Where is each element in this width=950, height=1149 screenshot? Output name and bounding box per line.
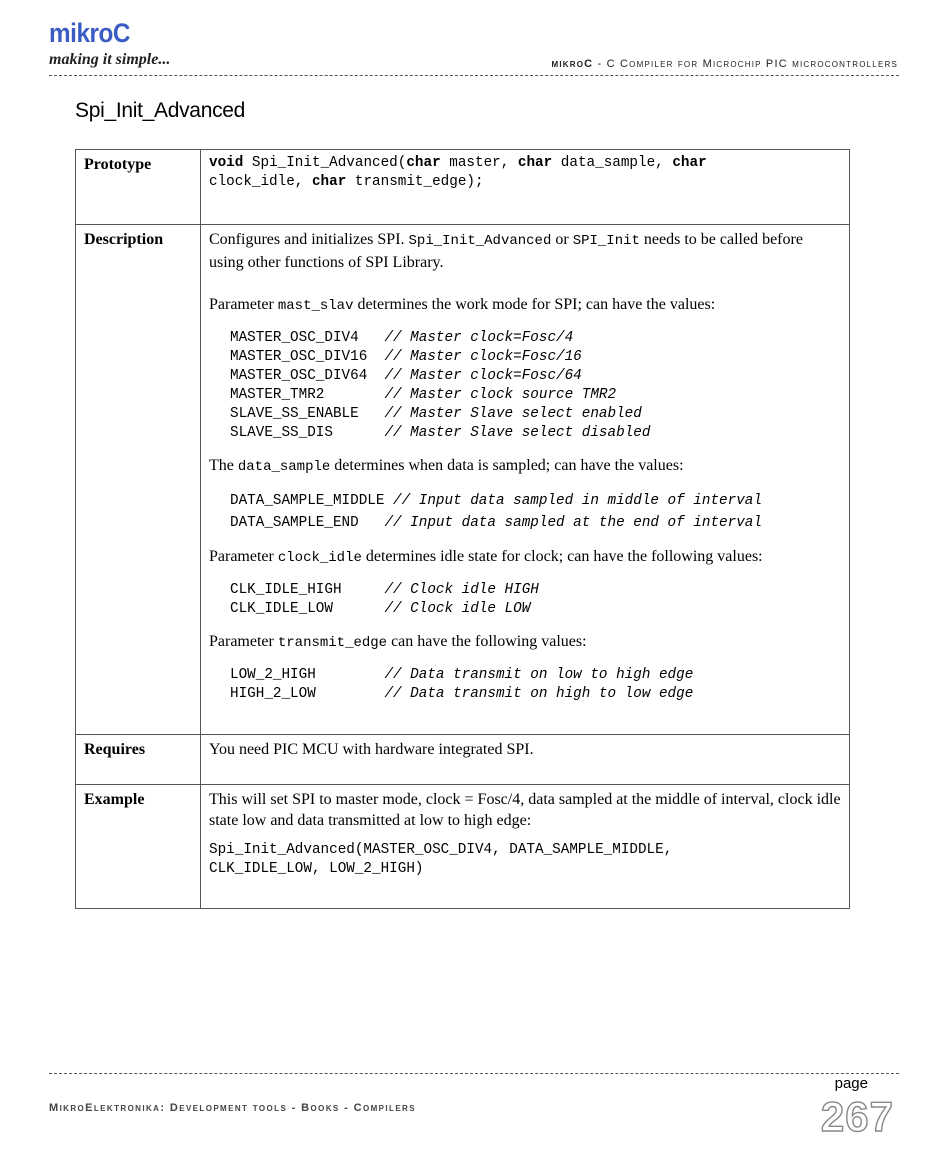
code-line [230,685,841,704]
text: Parameter [209,633,278,650]
comment: // Master clock=Fosc/4 [384,330,574,346]
constant: MASTER_OSC_DIV64 [230,368,385,384]
code-text: transmit_edge); [346,174,484,190]
keyword: char [672,155,707,171]
comment: // Input data sampled in middle of interval [393,493,762,509]
text: can have the following values: [387,633,587,650]
keyword: void [209,155,244,171]
function-reference-table [75,149,850,909]
prototype-row [76,150,850,225]
inline-code: Spi_Init_Advanced [408,233,552,249]
code-line [230,512,841,534]
comment: // Clock idle HIGH [384,582,539,598]
requires-row [76,735,850,785]
text: The [209,457,238,474]
description-label: Description [76,225,201,735]
constant: DATA_SAMPLE_MIDDLE [230,493,394,509]
code-text: clock_idle, [209,174,312,190]
requires-text: You need PIC MCU with hardware integrated SPI. [201,735,850,785]
page-number: 267 [820,1093,894,1140]
code-line [230,490,841,512]
code-line [230,329,841,348]
code-line [230,600,841,619]
text: or [551,231,573,248]
mikroc-logo: mikroC [49,18,131,48]
example-cell [201,785,850,909]
constant: SLAVE_SS_DIS [230,425,385,441]
comment: // Input data sampled at the end of interval [384,515,762,531]
comment: // Data transmit on low to high edge [384,667,694,683]
tagline: making it simple... [49,51,171,68]
clock-idle-param-text [209,546,841,569]
header-divider [49,75,899,76]
code-text: Spi_Init_Advanced( [243,155,407,171]
constant: MASTER_OSC_DIV4 [230,330,385,346]
requires-label: Requires [76,735,201,785]
description-intro [209,229,841,273]
code-line [230,348,841,367]
comment: // Master Slave select disabled [384,425,651,441]
section-title: Spi_Init_Advanced [75,99,246,122]
mode-values-list [209,329,841,443]
constant: CLK_IDLE_LOW [230,601,385,617]
mode-param-text [209,294,841,317]
code-line: Spi_Init_Advanced(MASTER_OSC_DIV4, DATA_SAMPLE_MIDDLE, [209,842,673,858]
code-line [230,405,841,424]
inline-code: mast_slav [277,298,354,314]
code-text: master, [440,155,518,171]
constant: HIGH_2_LOW [230,686,385,702]
code-text: data_sample, [552,155,673,171]
constant: MASTER_TMR2 [230,387,385,403]
text: Configures and initializes SPI. [209,231,409,248]
constant: DATA_SAMPLE_END [230,515,385,531]
code-line: CLK_IDLE_LOW, LOW_2_HIGH) [209,861,424,877]
text: Parameter [209,296,278,313]
code-line [230,367,841,386]
prototype-code [209,154,841,192]
comment: // Master clock source TMR2 [384,387,617,403]
prototype-cell [201,150,850,225]
keyword: char [406,155,441,171]
example-code [209,841,841,879]
transmit-edge-param-text [209,631,841,654]
comment: // Master clock=Fosc/64 [384,368,582,384]
footer-divider [49,1073,899,1074]
keyword: char [517,155,553,171]
description-row [76,225,850,735]
comment: // Data transmit on high to low edge [384,686,694,702]
code-line [230,666,841,685]
header-title-rest: - C Compiler for Microchip PIC microcontrollers [593,58,898,70]
code-line [230,424,841,443]
text: determines idle state for clock; can have the following values: [361,548,763,565]
prototype-label: Prototype [76,150,201,225]
header-title [551,59,898,70]
inline-code: transmit_edge [277,635,388,651]
text: determines when data is sampled; can have the values: [330,457,684,474]
inline-code: data_sample [237,459,331,475]
inline-code: SPI_Init [572,233,640,249]
constant: LOW_2_HIGH [230,667,385,683]
keyword: char [311,174,347,190]
example-text: This will set SPI to master mode, clock = Fosc/4, data sampled at the middle of interval, clock idle state low and data transmitted at low to high edge: [209,791,841,829]
constant: CLK_IDLE_HIGH [230,582,385,598]
text: determines the work mode for SPI; can have the values: [353,296,716,313]
sample-values-list [209,490,841,534]
footer-text: MikroElektronika: Development tools - Books - Compilers [49,1102,416,1114]
constant: SLAVE_SS_ENABLE [230,406,385,422]
inline-code: clock_idle [277,550,362,566]
text: Parameter [209,548,278,565]
code-line [230,386,841,405]
comment: // Master Slave select enabled [384,406,642,422]
constant: MASTER_OSC_DIV16 [230,349,385,365]
text: needs to be called before using other functions of SPI Library. [209,231,803,271]
description-cell [201,225,850,735]
transmit-edge-values-list [209,666,841,704]
header-title-brand: mikroC [551,58,594,70]
example-label: Example [76,785,201,909]
clock-idle-values-list [209,581,841,619]
page-label: page [834,1075,868,1092]
sample-param-text [209,455,841,478]
code-line [230,581,841,600]
example-row [76,785,850,909]
comment: // Clock idle LOW [384,601,531,617]
comment: // Master clock=Fosc/16 [384,349,582,365]
